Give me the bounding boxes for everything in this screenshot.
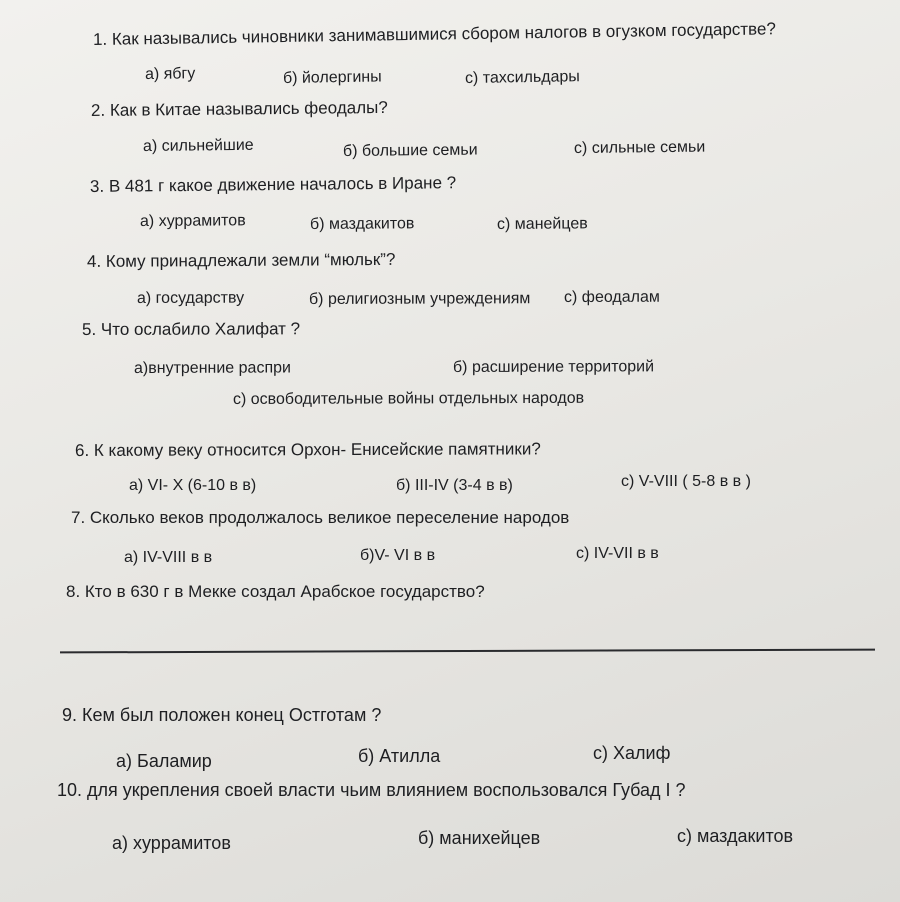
q4-option-a: а) государству bbox=[136, 289, 245, 307]
q4-option-b: б) религиозным учреждениям bbox=[308, 290, 531, 308]
question-10: 10. для укрепления своей власти чьим влиянием воспользовался Губад I ? bbox=[57, 780, 686, 800]
question-9: 9. Кем был положен конец Остготам ? bbox=[62, 705, 382, 725]
q10-option-c: с) маздакитов bbox=[677, 826, 794, 846]
q2-option-a: а) сильнейшие bbox=[142, 136, 254, 155]
q3-option-c: с) манейцев bbox=[496, 215, 588, 233]
q2-option-c: с) сильные семьи bbox=[573, 138, 706, 157]
q9-option-b: б) Атилла bbox=[358, 746, 441, 766]
q3-option-a: а) хуррамитов bbox=[139, 212, 246, 230]
q10-option-a: а) хуррамитов bbox=[112, 833, 231, 853]
q5-option-a: а)внутренние распри bbox=[133, 359, 291, 377]
question-6: 6. К какому веку относится Орхон- Енисейские памятники? bbox=[74, 439, 541, 460]
q2-option-b: б) большие семьи bbox=[342, 141, 478, 160]
q1-option-a: а) ябгу bbox=[144, 65, 196, 83]
q6-option-c: с) V-VIII ( 5-8 в в ) bbox=[621, 473, 751, 490]
q10-option-b: б) манихейцев bbox=[418, 828, 541, 848]
q4-option-c: с) феодалам bbox=[563, 288, 660, 306]
question-2: 2. Как в Китае назывались феодалы? bbox=[90, 97, 388, 120]
question-5: 5. Что ослабило Халифат ? bbox=[81, 319, 301, 339]
question-1: 1. Как назывались чиновники занимавшимися сбором налогов в огузком государстве? bbox=[92, 19, 776, 49]
question-3: 3. В 481 г какое движение началось в Иране ? bbox=[89, 173, 457, 196]
q1-option-b: б) йолергины bbox=[282, 68, 382, 87]
question-7: 7. Сколько веков продолжалось великое переселение народов bbox=[71, 508, 570, 527]
question-8: 8. Кто в 630 г в Мекке создал Арабское государство? bbox=[66, 582, 485, 601]
q7-option-b: б)V- VI в в bbox=[360, 547, 436, 564]
q5-option-c: с) освободительные войны отдельных народов bbox=[232, 389, 585, 408]
q6-option-a: а) VI- X (6-10 в в) bbox=[129, 477, 257, 494]
q9-option-c: с) Халиф bbox=[593, 743, 671, 763]
question-4: 4. Кому принадлежали земли “мюльк”? bbox=[86, 249, 396, 271]
q9-option-a: а) Баламир bbox=[116, 751, 212, 771]
q3-option-b: б) маздакитов bbox=[309, 215, 415, 233]
q6-option-b: б) III-IV (3-4 в в) bbox=[396, 477, 513, 494]
answer-line bbox=[60, 649, 875, 654]
q5-option-b: б) расширение территорий bbox=[452, 358, 655, 376]
q1-option-c: с) тахсильдары bbox=[464, 68, 581, 87]
q7-option-a: а) IV-VIII в в bbox=[124, 549, 213, 566]
q7-option-c: с) IV-VII в в bbox=[576, 545, 659, 562]
